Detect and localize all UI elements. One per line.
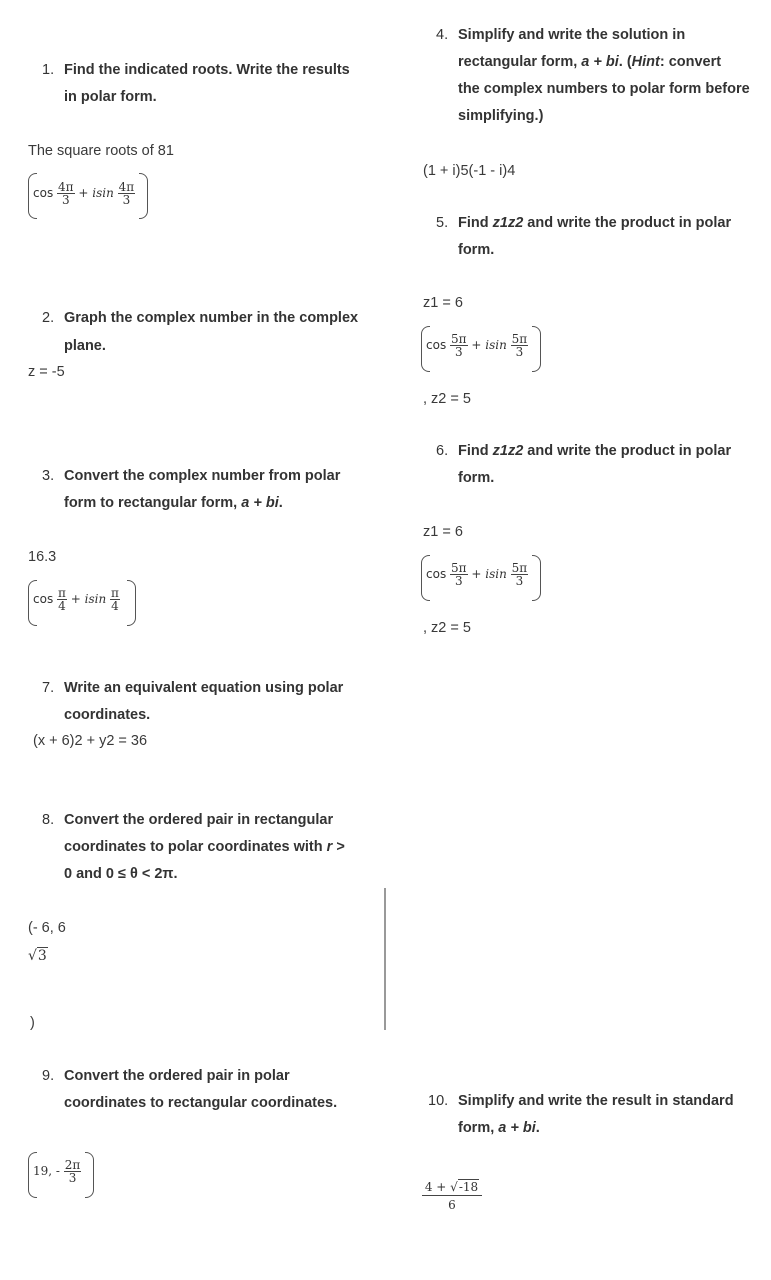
q10-fraction: 4 + √-18 6	[422, 1180, 482, 1212]
q1-given: The square roots of 81	[28, 143, 174, 159]
q5-line2: form.	[458, 242, 495, 258]
q3-line1: 3. Convert the complex number from polar	[42, 468, 341, 484]
q2-given: z = -5	[28, 364, 65, 380]
q8-line3: 0 and 0 ≤ θ < 2π.	[64, 866, 178, 882]
q10-line2: form, a + bi.	[458, 1120, 540, 1136]
q6-z2: , z2 = 5	[423, 620, 471, 636]
q5-z2: , z2 = 5	[423, 391, 471, 407]
q8-sqrt-three: √3	[28, 948, 47, 964]
q6-number: 6.	[436, 443, 449, 459]
q4-expression: (1 + i)5(-1 - i)4	[423, 163, 516, 179]
q4-line2: rectangular form, a + bi. (Hint: convert	[458, 54, 722, 70]
q10-line1: 10. Simplify and write the result in standard	[428, 1093, 734, 1109]
q5-line1: 5. Find z1z2 and write the product in polar	[436, 215, 732, 231]
q5-polar-expression: cos $\frac{5\pi}{3}$ + isin $\frac{5\pi}{3}$	[421, 326, 541, 370]
q4-line1: 4. Simplify and write the solution in	[436, 27, 686, 43]
q6-line2: form.	[458, 470, 495, 486]
q8-given-part3: )	[30, 1015, 35, 1031]
q1-line1: 1. Find the indicated roots. Write the results	[42, 62, 350, 78]
q3-line2: form to rectangular form, a + bi.	[64, 495, 283, 511]
q7-line2: coordinates.	[64, 707, 151, 723]
q2-number: 2.	[42, 310, 55, 326]
q7-number: 7.	[42, 680, 55, 696]
q9-line2: coordinates to rectangular coordinates.	[64, 1095, 338, 1111]
q3-polar-expression: cos $\frac{\pi}{4}$ + isin $\frac{\pi}{4}$	[28, 580, 136, 624]
q6-line1: 6. Find z1z2 and write the product in polar	[436, 443, 732, 459]
q4-number: 4.	[436, 27, 449, 43]
q7-line1: 7. Write an equivalent equation using polar	[42, 680, 344, 696]
q3-number: 3.	[42, 468, 55, 484]
q2-line1: 2. Graph the complex number in the complex	[42, 310, 359, 326]
q6-z1: z1 = 6	[423, 524, 463, 540]
q8-number: 8.	[42, 812, 55, 828]
q9-number: 9.	[42, 1068, 55, 1084]
q7-given: (x + 6)2 + y2 = 36	[33, 733, 148, 749]
q1-polar-expression: cos $\frac{4\pi}{3}$ + isin $\frac{4\pi}{3}$	[28, 173, 148, 217]
q2-line2: plane.	[64, 338, 106, 354]
column-divider	[384, 888, 386, 1030]
q1-line2: in polar form.	[64, 89, 157, 105]
q1-number: 1.	[42, 62, 55, 78]
q8-given-part1: (- 6, 6	[28, 920, 66, 936]
q9-line1: 9. Convert the ordered pair in polar	[42, 1068, 290, 1084]
q9-polar-pair: 19, - $\frac{2\pi}{3}$	[28, 1152, 94, 1196]
q4-line3: the complex numbers to polar form before	[458, 81, 750, 97]
q3-given: 16.3	[28, 549, 57, 565]
q8-line1: 8. Convert the ordered pair in rectangular	[42, 812, 334, 828]
q4-line4: simplifying.)	[458, 108, 544, 124]
q5-number: 5.	[436, 215, 449, 231]
q6-polar-expression: cos $\frac{5\pi}{3}$ + isin $\frac{5\pi}{3}$	[421, 555, 541, 599]
q5-z1: z1 = 6	[423, 295, 463, 311]
q10-number: 10.	[428, 1093, 449, 1109]
q8-line2: coordinates to polar coordinates with r >	[64, 839, 345, 855]
